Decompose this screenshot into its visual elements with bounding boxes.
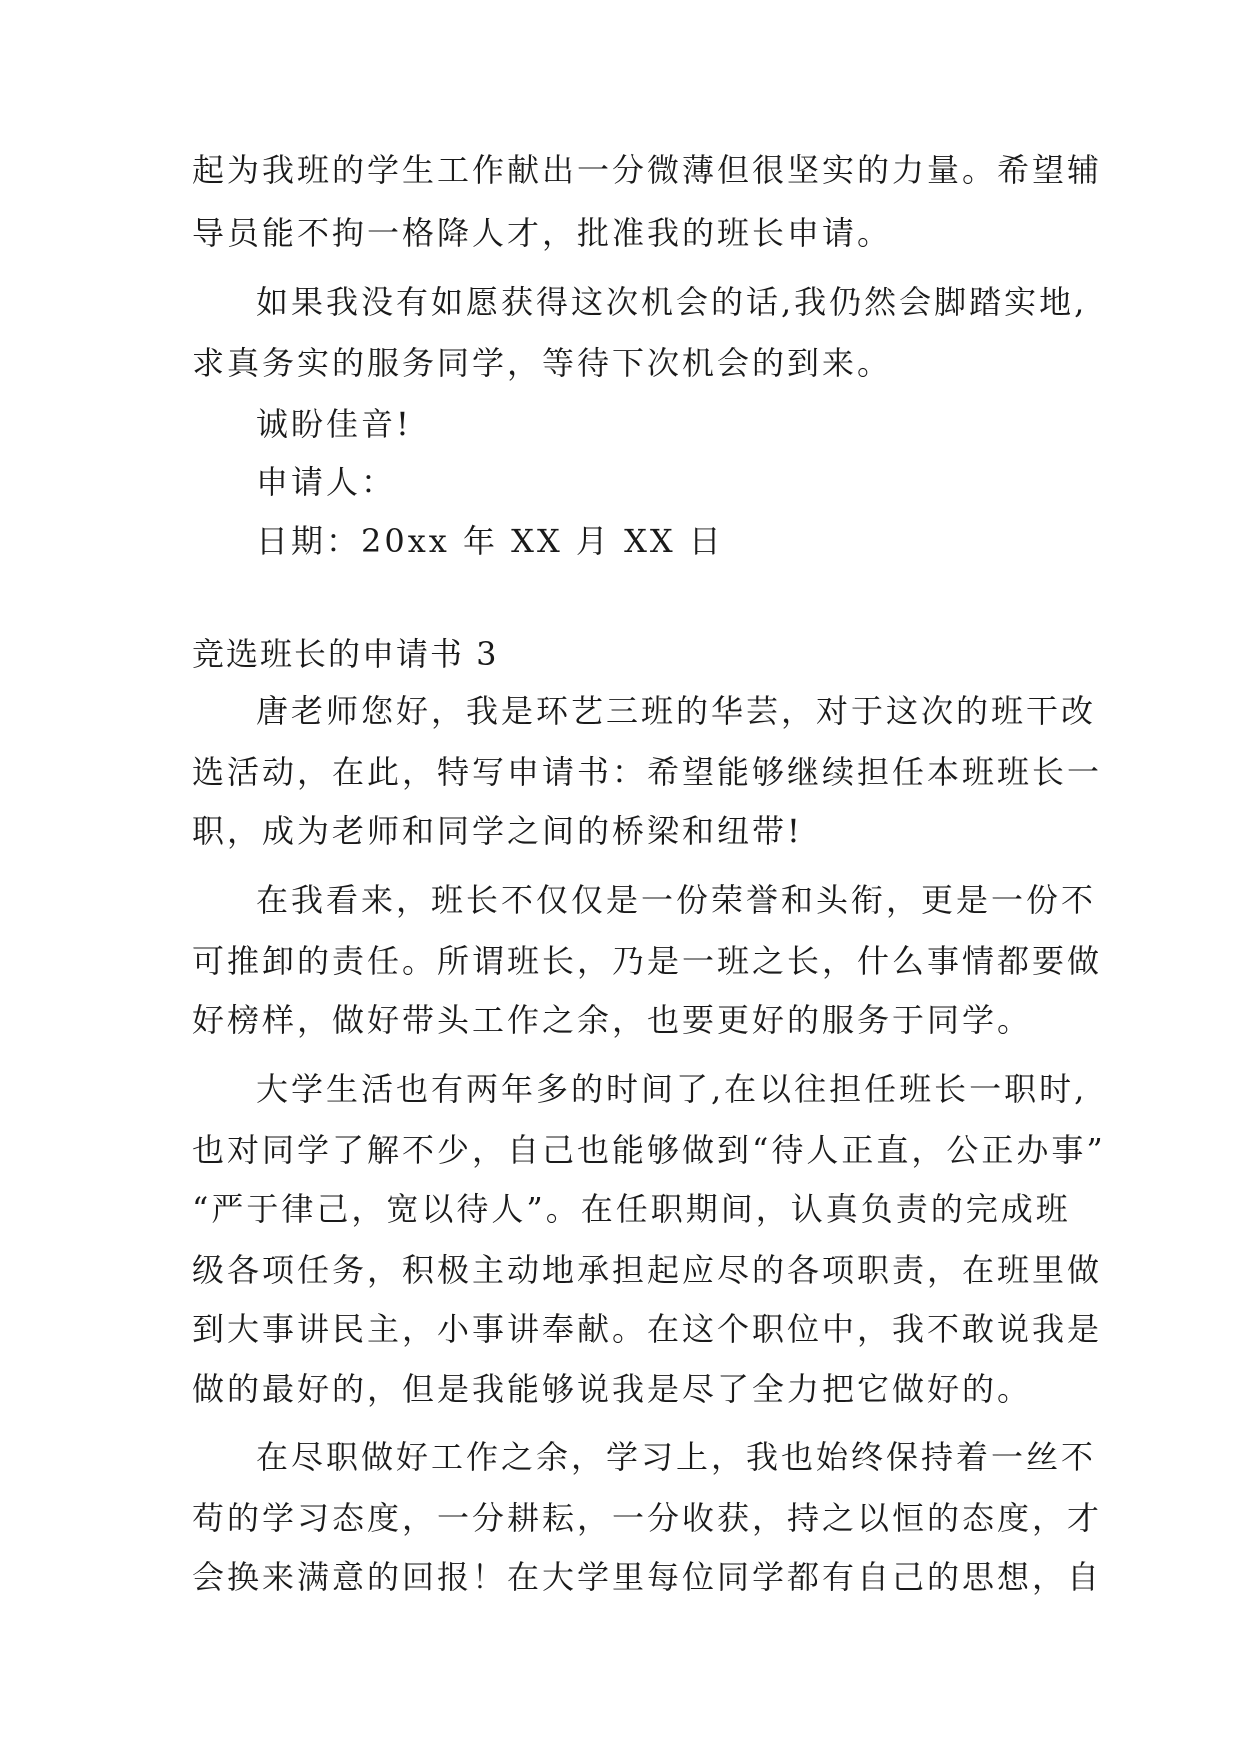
text-line-18: 级各项任务，积极主动地承担起应尽的各项职责，在班里做 — [192, 1251, 1103, 1289]
text-line-23: 会换来满意的回报！在大学里每位同学都有自己的思想，自 — [192, 1558, 1103, 1596]
text-line-22: 苟的学习态度，一分耕耘，一分收获，持之以恒的态度，才 — [192, 1499, 1103, 1537]
text-line-10: 选活动，在此，特写申请书：希望能够继续担任本班班长一 — [192, 753, 1103, 791]
text-line-4: 求真务实的服务同学，等待下次机会的到来。 — [192, 344, 893, 382]
text-line-14: 好榜样，做好带头工作之余，也要更好的服务于同学。 — [192, 1001, 1033, 1039]
text-line-15: 大学生活也有两年多的时间了,在以往担任班长一职时, — [256, 1070, 1088, 1108]
text-line-20: 做的最好的，但是我能够说我是尽了全力把它做好的。 — [192, 1370, 1033, 1408]
text-line-1: 起为我班的学生工作献出一分微薄但很坚实的力量。希望辅 — [192, 151, 1103, 189]
text-line-21: 在尽职做好工作之余，学习上，我也始终保持着一丝不 — [256, 1438, 1097, 1476]
applicant-line: 申请人： — [256, 463, 397, 501]
date-line: 日期：20xx 年 XX 月 XX 日 — [256, 522, 724, 560]
text-line-16: 也对同学了解不少，自己也能够做到“待人正直，公正办事” — [192, 1131, 1106, 1169]
closing-line: 诚盼佳音! — [256, 405, 412, 443]
section-heading: 竞选班长的申请书 3 — [192, 635, 499, 673]
text-line-12: 在我看来，班长不仅仅是一份荣誉和头衔，更是一份不 — [256, 881, 1097, 919]
text-line-11: 职，成为老师和同学之间的桥梁和纽带! — [192, 812, 803, 850]
text-line-19: 到大事讲民主，小事讲奉献。在这个职位中，我不敢说我是 — [192, 1310, 1103, 1348]
text-line-13: 可推卸的责任。所谓班长，乃是一班之长，什么事情都要做 — [192, 942, 1103, 980]
text-line-17: “严于律己，宽以待人”。在任职期间，认真负责的完成班 — [192, 1190, 1071, 1228]
text-line-3: 如果我没有如愿获得这次机会的话,我仍然会脚踏实地, — [256, 283, 1088, 321]
text-line-9: 唐老师您好，我是环艺三班的华芸，对于这次的班干改 — [256, 692, 1097, 730]
text-line-2: 导员能不拘一格降人才，批准我的班长申请。 — [192, 214, 893, 252]
